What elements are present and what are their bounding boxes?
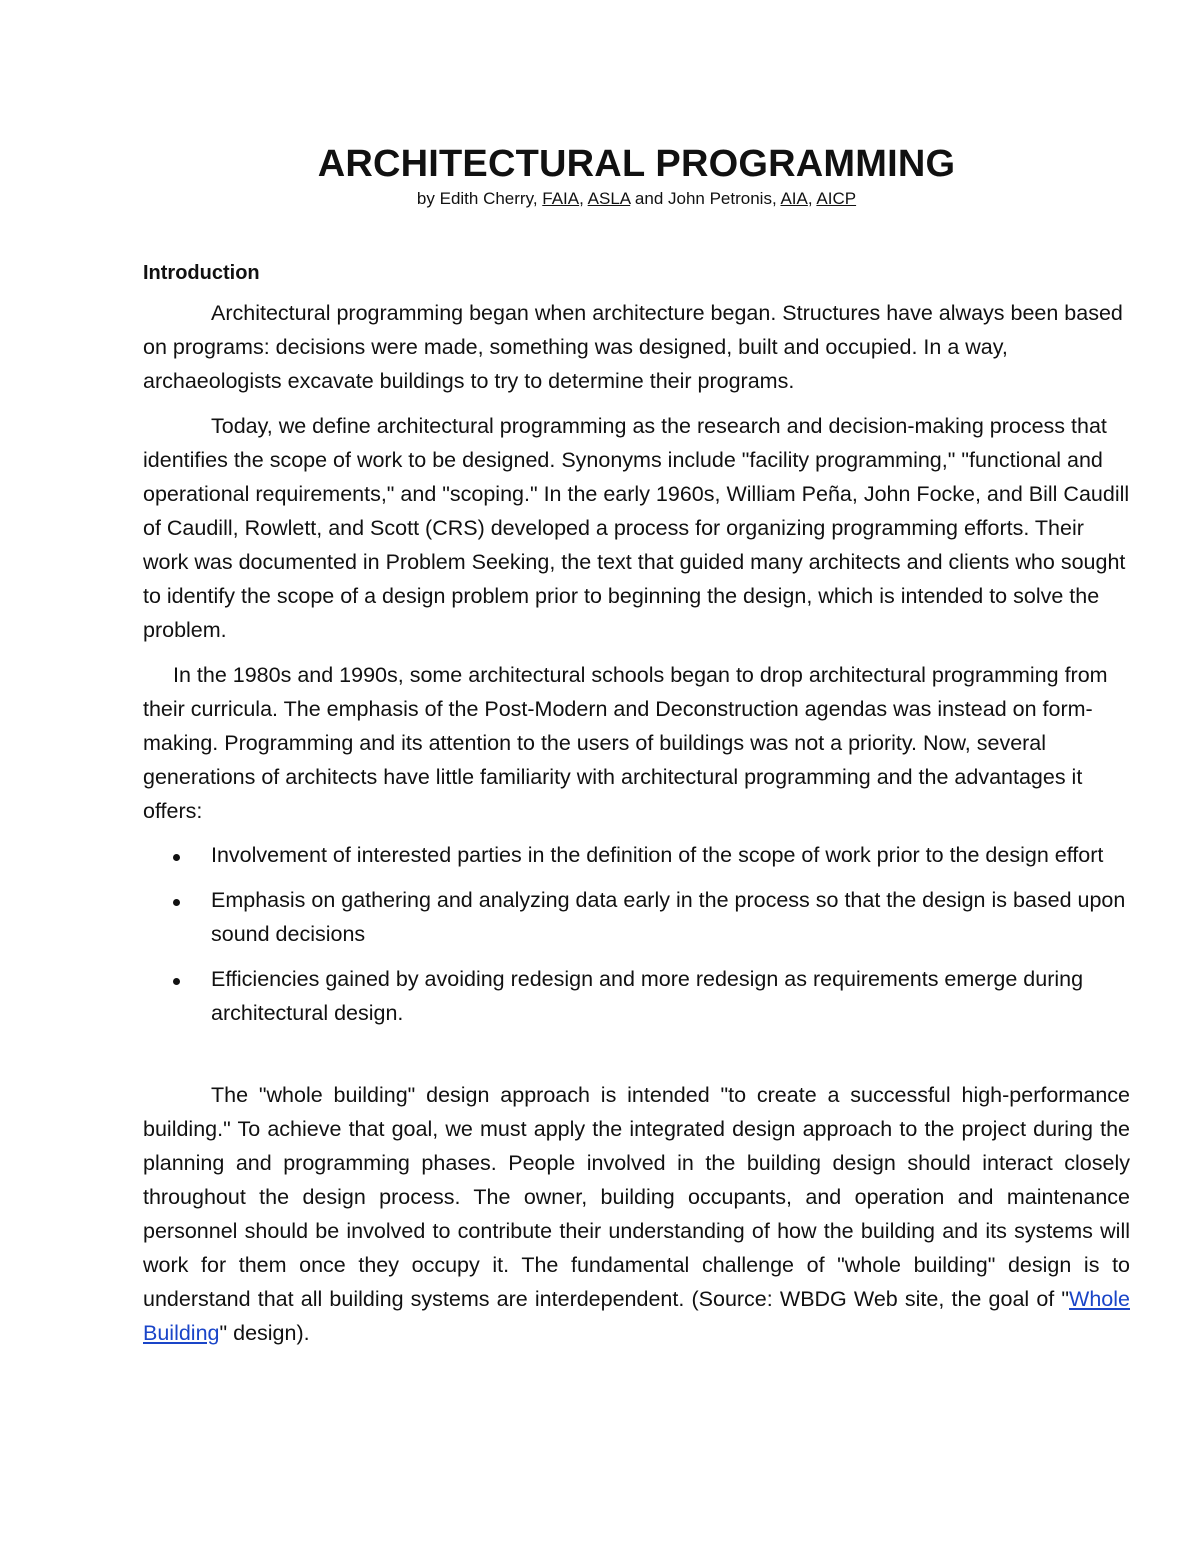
closing-text-end: " design). bbox=[219, 1321, 310, 1345]
section-heading-introduction: Introduction bbox=[143, 262, 260, 284]
list-item-text: Involvement of interested parties in the definition of the scope of work prior to the design effort bbox=[211, 843, 1104, 867]
list-item-text: Efficiencies gained by avoiding redesign and more redesign as requirements emerge during architectural design. bbox=[211, 967, 1084, 1025]
whole-building-link[interactable]: Whole Building bbox=[143, 1287, 1130, 1345]
credential-asla-link[interactable]: ASLA bbox=[587, 189, 631, 208]
byline-separator: , bbox=[579, 189, 588, 208]
document-title: ARCHITECTURAL PROGRAMMING bbox=[317, 143, 956, 185]
paragraph-2: Today, we define architectural programming as the research and decision-making process that identifies the scope of work to be designed. Synonyms include "facility programming," "functional and operational requirements," and "scoping." In the early 1960s, William Peña, John Focke, and Bill Caudill of Caudill, Rowlett, and Scott (CRS) developed a process for organizing programming efforts. Their work was documented in Problem Seeking, the text that guided many architects and clients who sought to identify the scope of a design problem prior to beginning the design, which is intended to solve the problem. bbox=[143, 414, 1130, 642]
list-item bbox=[143, 883, 1130, 951]
credential-aicp-link[interactable]: AICP bbox=[816, 189, 857, 208]
paragraph-3: In the 1980s and 1990s, some architectural schools began to drop architectural programming from their curricula. The emphasis of the Post-Modern and Deconstruction agendas was instead on form-making. Programming and its attention to the users of buildings was not a priority. Now, several generations of architects have little familiarity with architectural programming and the advantages it offers: bbox=[143, 663, 1108, 823]
byline-prefix: by Edith Cherry, bbox=[416, 189, 543, 208]
list-item-text: Emphasis on gathering and analyzing data early in the process so that the design is based upon sound decisions bbox=[211, 888, 1126, 946]
credential-aia-link[interactable]: AIA bbox=[780, 189, 808, 208]
bullet-icon bbox=[173, 899, 180, 906]
bullet-icon bbox=[173, 978, 180, 985]
bullet-icon bbox=[173, 854, 180, 861]
byline-middle: and John Petronis, bbox=[630, 189, 781, 208]
closing-text: The "whole building" design approach is intended "to create a successful high-performance building." To achieve that goal, we must apply the integrated design approach to the project during the planning and programming phases. People involved in the building design should interact closely throughout the design process. The owner, building occupants, and operation and maintenance personnel should be involved to contribute their understanding of how the building and its systems will work for them once they occupy it. The fundamental challenge of "whole building" design is to understand that all building systems are interdependent. (Source: WBDG Web site, the goal of " bbox=[143, 1083, 1130, 1311]
advantages-list bbox=[143, 838, 1130, 1041]
paragraph-1: Architectural programming began when architecture began. Structures have always been based on programs: decisions were made, something was designed, built and occupied. In a way, archaeologists excavate buildings to try to determine their programs. bbox=[143, 301, 1123, 393]
credential-faia-link[interactable]: FAIA bbox=[542, 189, 580, 208]
list-item bbox=[143, 838, 1130, 872]
paragraph-closing bbox=[143, 1078, 1130, 1350]
author-byline bbox=[143, 188, 1130, 210]
byline-separator: , bbox=[807, 189, 817, 208]
list-item bbox=[143, 962, 1130, 1030]
